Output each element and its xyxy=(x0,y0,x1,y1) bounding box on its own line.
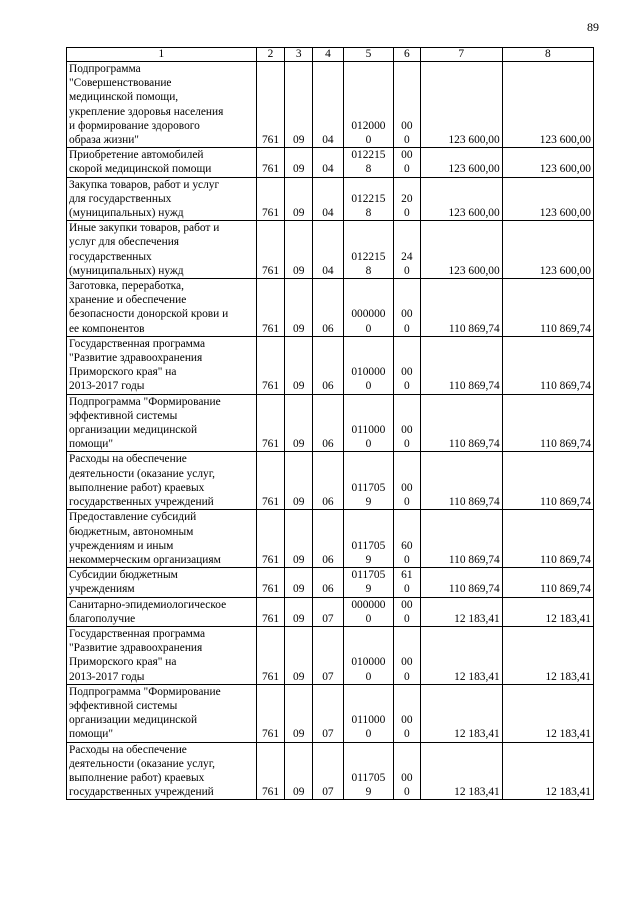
target-article-cell xyxy=(343,62,393,148)
expense-type-part: 24 xyxy=(401,250,413,263)
amount-cell-7: 110 869,74 xyxy=(420,568,502,597)
table-row xyxy=(67,452,594,510)
section-code-cell: 09 xyxy=(285,626,313,684)
amount-cell-7: 110 869,74 xyxy=(420,394,502,452)
expense-type-cell xyxy=(394,742,421,800)
expense-type-part: 00 xyxy=(401,366,413,379)
expense-type-cell xyxy=(394,597,421,626)
page-number: 89 xyxy=(587,20,599,34)
amount-cell-7: 12 183,41 xyxy=(420,597,502,626)
amount-cell-8: 123 600,00 xyxy=(502,177,593,221)
amount-cell-7: 12 183,41 xyxy=(420,626,502,684)
amount-cell-7: 123 600,00 xyxy=(420,62,502,148)
subsection-code-cell: 04 xyxy=(313,148,344,177)
expense-type-cell xyxy=(394,568,421,597)
target-article-part: 010000 xyxy=(351,656,386,669)
target-article-cell xyxy=(343,597,393,626)
amount-cell-7: 110 869,74 xyxy=(420,510,502,568)
expense-type-part: 00 xyxy=(401,308,413,321)
target-article-part: 9 xyxy=(365,786,372,799)
ministry-code-cell: 761 xyxy=(256,510,285,568)
subsection-code-cell: 07 xyxy=(313,626,344,684)
row-name-cell xyxy=(67,626,257,684)
target-article-part: 0 xyxy=(365,438,372,451)
table-row xyxy=(67,742,594,800)
ministry-code-cell: 761 xyxy=(256,148,285,177)
ministry-code-cell: 761 xyxy=(256,452,285,510)
table-row xyxy=(67,62,594,148)
expense-type-part: 00 xyxy=(401,656,413,669)
expense-type-part: 0 xyxy=(404,728,410,741)
expense-type-cell xyxy=(394,684,421,742)
expense-type-cell xyxy=(394,279,421,337)
subsection-code-cell: 06 xyxy=(313,452,344,510)
target-article-cell xyxy=(343,279,393,337)
expense-type-cell xyxy=(394,177,421,221)
row-name-text: Иные закупки товаров, работ и услуг для обеспечения государственных (муниципальных) нужд xyxy=(69,222,220,277)
target-article-cell xyxy=(343,336,393,394)
column-header-4: 4 xyxy=(313,48,344,62)
expense-type-part: 0 xyxy=(404,553,410,566)
subsection-code-cell: 06 xyxy=(313,279,344,337)
amount-cell-7: 123 600,00 xyxy=(420,221,502,279)
target-article-part: 9 xyxy=(365,496,372,509)
ministry-code-cell: 761 xyxy=(256,684,285,742)
target-article-part: 9 xyxy=(365,583,372,596)
target-article-part: 0 xyxy=(365,380,372,393)
expense-type-part: 0 xyxy=(404,670,410,683)
target-article-cell xyxy=(343,568,393,597)
expense-type-part: 00 xyxy=(401,481,413,494)
expense-type-part: 0 xyxy=(404,786,410,799)
subsection-code-cell: 07 xyxy=(313,684,344,742)
expense-type-cell xyxy=(394,452,421,510)
target-article-cell xyxy=(343,394,393,452)
row-name-cell xyxy=(67,597,257,626)
ministry-code-cell: 761 xyxy=(256,336,285,394)
table-row xyxy=(67,684,594,742)
section-code-cell: 09 xyxy=(285,597,313,626)
target-article-part: 011705 xyxy=(351,539,386,552)
table-row xyxy=(67,279,594,337)
amount-cell-8: 110 869,74 xyxy=(502,568,593,597)
table-row xyxy=(67,221,594,279)
subsection-code-cell: 07 xyxy=(313,597,344,626)
table-row xyxy=(67,394,594,452)
amount-cell-8: 110 869,74 xyxy=(502,279,593,337)
row-name-text: Закупка товаров, работ и услуг для государственных (муниципальных) нужд xyxy=(69,178,220,220)
table-row xyxy=(67,626,594,684)
amount-cell-8: 123 600,00 xyxy=(502,62,593,148)
section-code-cell: 09 xyxy=(285,452,313,510)
expense-type-part: 61 xyxy=(401,569,413,582)
row-name-text: Приобретение автомобилей скорой медицинской помощи xyxy=(69,149,212,176)
ministry-code-cell: 761 xyxy=(256,626,285,684)
section-code-cell: 09 xyxy=(285,510,313,568)
target-article-cell xyxy=(343,742,393,800)
ministry-code-cell: 761 xyxy=(256,568,285,597)
subsection-code-cell: 06 xyxy=(313,336,344,394)
expense-type-cell xyxy=(394,336,421,394)
target-article-part: 9 xyxy=(365,553,372,566)
expense-type-cell xyxy=(394,148,421,177)
section-code-cell: 09 xyxy=(285,394,313,452)
subsection-code-cell: 06 xyxy=(313,568,344,597)
expense-type-part: 0 xyxy=(404,163,410,176)
row-name-cell xyxy=(67,452,257,510)
expense-type-part: 00 xyxy=(401,424,413,437)
row-name-text: Заготовка, переработка, хранение и обеспечение безопасности донорской крови и ее компонентов xyxy=(69,280,229,335)
expense-type-part: 0 xyxy=(404,264,410,277)
row-name-cell xyxy=(67,62,257,148)
target-article-part: 0 xyxy=(365,612,372,625)
section-code-cell: 09 xyxy=(285,568,313,597)
section-code-cell: 09 xyxy=(285,221,313,279)
target-article-part: 011705 xyxy=(351,481,386,494)
row-name-cell xyxy=(67,742,257,800)
expense-type-cell xyxy=(394,62,421,148)
expense-type-part: 0 xyxy=(404,134,410,147)
row-name-cell xyxy=(67,394,257,452)
expense-type-part: 0 xyxy=(404,612,410,625)
subsection-code-cell: 06 xyxy=(313,394,344,452)
expense-type-part: 20 xyxy=(401,192,413,205)
amount-cell-8: 12 183,41 xyxy=(502,742,593,800)
target-article-part: 8 xyxy=(365,207,372,220)
row-name-cell xyxy=(67,177,257,221)
amount-cell-7: 110 869,74 xyxy=(420,452,502,510)
ministry-code-cell: 761 xyxy=(256,221,285,279)
expense-type-part: 0 xyxy=(404,583,410,596)
amount-cell-8: 123 600,00 xyxy=(502,148,593,177)
row-name-cell xyxy=(67,568,257,597)
target-article-part: 012215 xyxy=(351,149,386,162)
expense-type-cell xyxy=(394,626,421,684)
section-code-cell: 09 xyxy=(285,742,313,800)
row-name-cell xyxy=(67,684,257,742)
section-code-cell: 09 xyxy=(285,279,313,337)
expense-type-cell xyxy=(394,510,421,568)
table-row xyxy=(67,148,594,177)
expense-type-part: 0 xyxy=(404,496,410,509)
target-article-part: 011705 xyxy=(351,771,386,784)
row-name-text: Подпрограмма "Формирование эффективной системы организации медицинской помощи" xyxy=(69,685,221,741)
target-article-part: 0 xyxy=(365,322,372,335)
table-row xyxy=(67,568,594,597)
ministry-code-cell: 761 xyxy=(256,394,285,452)
expense-type-part: 00 xyxy=(401,714,413,727)
table-header-row xyxy=(67,48,594,62)
row-name-text: Субсидии бюджетным учреждениям xyxy=(69,569,178,596)
amount-cell-8: 12 183,41 xyxy=(502,626,593,684)
column-header-7: 7 xyxy=(420,48,502,62)
target-article-cell xyxy=(343,684,393,742)
expense-type-part: 0 xyxy=(404,380,410,393)
target-article-part: 0 xyxy=(365,670,372,683)
section-code-cell: 09 xyxy=(285,336,313,394)
target-article-part: 012215 xyxy=(351,250,386,263)
target-article-part: 0 xyxy=(365,134,372,147)
target-article-cell xyxy=(343,221,393,279)
target-article-part: 010000 xyxy=(351,366,386,379)
expense-type-part: 00 xyxy=(401,771,413,784)
table-body xyxy=(67,62,594,800)
target-article-cell xyxy=(343,148,393,177)
row-name-text: Государственная программа "Развитие здравоохранения Приморского края" на 2013-2017 годы xyxy=(69,627,206,683)
expense-type-part: 60 xyxy=(401,539,413,552)
amount-cell-7: 123 600,00 xyxy=(420,177,502,221)
budget-table xyxy=(66,47,594,800)
column-header-2: 2 xyxy=(256,48,285,62)
subsection-code-cell: 07 xyxy=(313,742,344,800)
row-name-text: Подпрограмма "Формирование эффективной системы организации медицинской помощи" xyxy=(69,395,221,451)
column-header-5: 5 xyxy=(343,48,393,62)
expense-type-part: 0 xyxy=(404,207,410,220)
expense-type-part: 0 xyxy=(404,322,410,335)
target-article-part: 8 xyxy=(365,163,372,176)
row-name-cell xyxy=(67,510,257,568)
target-article-cell xyxy=(343,626,393,684)
column-header-6: 6 xyxy=(394,48,421,62)
column-header-3: 3 xyxy=(285,48,313,62)
section-code-cell: 09 xyxy=(285,684,313,742)
expense-type-part: 00 xyxy=(401,149,413,162)
amount-cell-8: 110 869,74 xyxy=(502,452,593,510)
amount-cell-8: 110 869,74 xyxy=(502,394,593,452)
row-name-text: Государственная программа "Развитие здравоохранения Приморского края" на 2013-2017 годы xyxy=(69,337,206,393)
target-article-part: 0 xyxy=(365,728,372,741)
column-header-1: 1 xyxy=(67,48,257,62)
subsection-code-cell: 06 xyxy=(313,510,344,568)
target-article-cell xyxy=(343,177,393,221)
target-article-part: 000000 xyxy=(351,308,386,321)
row-name-cell xyxy=(67,221,257,279)
subsection-code-cell: 04 xyxy=(313,177,344,221)
expense-type-cell xyxy=(394,394,421,452)
amount-cell-8: 110 869,74 xyxy=(502,510,593,568)
ministry-code-cell: 761 xyxy=(256,279,285,337)
ministry-code-cell: 761 xyxy=(256,177,285,221)
row-name-cell xyxy=(67,148,257,177)
amount-cell-7: 110 869,74 xyxy=(420,336,502,394)
target-article-cell xyxy=(343,452,393,510)
row-name-text: Расходы на обеспечение деятельности (оказание услуг, выполнение работ) краевых государственных учреждений xyxy=(69,453,215,509)
amount-cell-8: 123 600,00 xyxy=(502,221,593,279)
section-code-cell: 09 xyxy=(285,62,313,148)
target-article-part: 8 xyxy=(365,264,372,277)
target-article-part: 000000 xyxy=(351,598,386,611)
table-row xyxy=(67,177,594,221)
expense-type-part: 0 xyxy=(404,438,410,451)
target-article-part: 011000 xyxy=(351,424,386,437)
target-article-part: 011705 xyxy=(351,569,386,582)
row-name-cell xyxy=(67,279,257,337)
section-code-cell: 09 xyxy=(285,177,313,221)
target-article-cell xyxy=(343,510,393,568)
row-name-cell xyxy=(67,336,257,394)
target-article-part: 012215 xyxy=(351,192,386,205)
expense-type-part: 00 xyxy=(401,598,413,611)
table-row xyxy=(67,510,594,568)
amount-cell-7: 12 183,41 xyxy=(420,684,502,742)
row-name-text: Санитарно-эпидемиологическое благополучие xyxy=(69,598,227,625)
amount-cell-7: 12 183,41 xyxy=(420,742,502,800)
amount-cell-8: 110 869,74 xyxy=(502,336,593,394)
row-name-text: Предоставление субсидий бюджетным, автономным учреждениям и иным некоммерческим организациям xyxy=(69,511,221,566)
subsection-code-cell: 04 xyxy=(313,62,344,148)
section-code-cell: 09 xyxy=(285,148,313,177)
expense-type-part: 00 xyxy=(401,119,413,132)
amount-cell-8: 12 183,41 xyxy=(502,684,593,742)
row-name-text: Подпрограмма "Совершенствование медицинской помощи, укрепление здоровья населения и формирование здорового образа жизни" xyxy=(69,63,224,147)
amount-cell-7: 110 869,74 xyxy=(420,279,502,337)
ministry-code-cell: 761 xyxy=(256,742,285,800)
amount-cell-7: 123 600,00 xyxy=(420,148,502,177)
ministry-code-cell: 761 xyxy=(256,62,285,148)
table-row xyxy=(67,597,594,626)
row-name-text: Расходы на обеспечение деятельности (оказание услуг, выполнение работ) краевых государственных учреждений xyxy=(69,743,215,799)
target-article-part: 012000 xyxy=(351,119,386,132)
column-header-8: 8 xyxy=(502,48,593,62)
amount-cell-8: 12 183,41 xyxy=(502,597,593,626)
subsection-code-cell: 04 xyxy=(313,221,344,279)
target-article-part: 011000 xyxy=(351,714,386,727)
ministry-code-cell: 761 xyxy=(256,597,285,626)
expense-type-cell xyxy=(394,221,421,279)
table-row xyxy=(67,336,594,394)
